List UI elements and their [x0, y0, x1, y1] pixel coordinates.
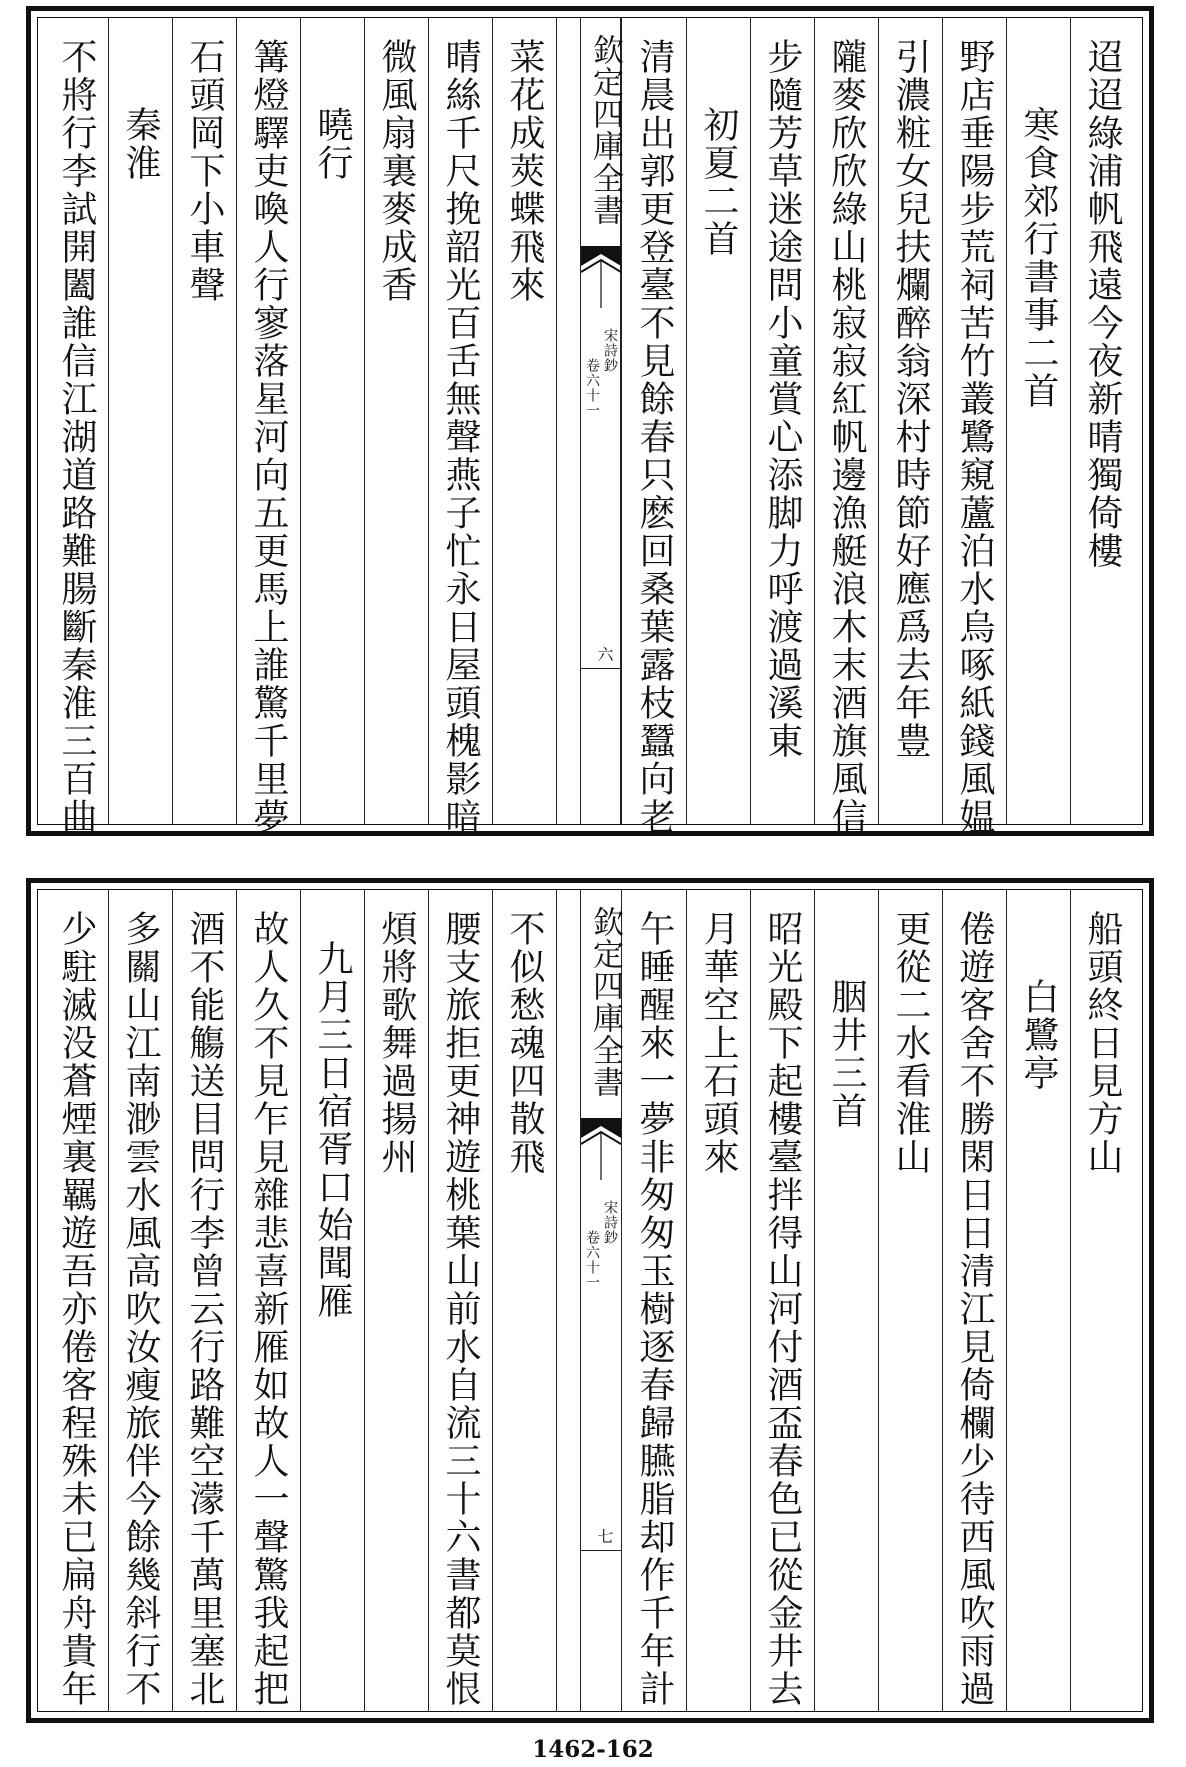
- poem-title: 胭井三首: [826, 978, 867, 1130]
- fold-rule: [581, 668, 621, 669]
- column-rule: [686, 890, 687, 1711]
- text-column: 更從二水看淮山: [890, 910, 931, 1176]
- column-rule: [686, 18, 687, 824]
- column-rule: [492, 18, 493, 824]
- text-column: 月華空上石頭來: [698, 910, 739, 1176]
- poem-title: 曉行: [312, 106, 353, 182]
- column-rule: [556, 890, 557, 1711]
- fold-page-number: 六: [595, 646, 614, 662]
- column-rule: [1006, 18, 1007, 824]
- text-column: 篝燈驛吏喚人行寥落星河向五更馬上誰驚千里夢: [248, 38, 289, 836]
- text-column: 酒不能觴送目問行李曾云行路難空濛千萬里塞北: [184, 910, 225, 1708]
- text-column: 不似愁魂四散飛: [504, 910, 545, 1176]
- fish-tail-mark-icon: [581, 246, 621, 308]
- top-page: [26, 6, 1154, 836]
- poem-title: 九月三日宿胥口始聞雁: [312, 940, 353, 1320]
- column-rule: [428, 18, 429, 824]
- poem-title: 白鷺亭: [1018, 978, 1059, 1092]
- top-page-frame: [37, 17, 1143, 836]
- column-rule: [1006, 890, 1007, 1711]
- column-rule: [236, 18, 237, 824]
- text-column: 引濃粧女兒扶爛醉翁深村時節好應爲去年豊: [890, 38, 931, 760]
- poem-title: 秦淮: [120, 106, 161, 182]
- fold-page-number: 七: [595, 1528, 614, 1544]
- fold-volume: 卷六十一: [584, 1230, 600, 1290]
- fold-book-title: 欽定四庫全書: [587, 34, 623, 226]
- text-column: 倦遊客舍不勝閑日日清江見倚欄少待西風吹雨過: [954, 910, 995, 1708]
- text-column: 迢迢綠浦帆飛遠今夜新晴獨倚樓: [1082, 38, 1123, 570]
- column-rule: [236, 890, 237, 1711]
- column-rule: [300, 890, 301, 1711]
- column-rule: [300, 18, 301, 824]
- text-column: 晴絲千尺挽韶光百舌無聲燕子忙永日屋頭槐影暗: [440, 38, 481, 836]
- text-column: 少駐滅没蒼煙裏羈遊吾亦倦客程殊未已扁舟貴年: [56, 910, 97, 1708]
- column-rule: [364, 18, 365, 824]
- text-column: 野店垂陽步荒祠苦竹叢鷺窺蘆泊水烏啄紙錢風媪: [954, 38, 995, 836]
- text-column: 菜花成莢蝶飛來: [504, 38, 545, 304]
- column-rule: [108, 18, 109, 824]
- column-rule: [750, 890, 751, 1711]
- text-column: 昭光殿下起樓臺拌得山河付酒盃春色已從金井去: [762, 910, 803, 1708]
- column-rule: [492, 890, 493, 1711]
- text-column: 步隨芳草迷途問小童賞心添脚力呼渡過溪東: [762, 38, 803, 760]
- text-column: 不將行李試開闔誰信江湖道路難腸斷秦淮三百曲: [56, 38, 97, 836]
- text-column: 清晨出郭更登臺不見餘春只麽回桑葉露枝蠶向老: [634, 38, 675, 836]
- column-rule: [814, 890, 815, 1711]
- column-rule: [1070, 890, 1071, 1711]
- poem-title: 初夏二首: [698, 106, 739, 258]
- column-rule: [172, 890, 173, 1711]
- fold-collection-name: 宋詩鈔: [602, 328, 618, 373]
- column-rule: [364, 890, 365, 1711]
- bottom-page: [26, 878, 1154, 1723]
- fold-volume: 卷六十一: [584, 358, 600, 418]
- fold-collection-name: 宋詩鈔: [602, 1200, 618, 1245]
- bottom-page-frame: [37, 889, 1143, 1712]
- column-rule: [172, 18, 173, 824]
- fish-tail-mark-icon: [581, 1118, 621, 1180]
- fold-book-title: 欽定四庫全書: [587, 906, 623, 1098]
- column-rule: [556, 18, 557, 824]
- text-column: 船頭終日見方山: [1082, 910, 1123, 1176]
- poem-title: 寒食郊行書事二首: [1018, 106, 1059, 410]
- text-column: 腰支旅拒更神遊桃葉山前水自流三十六書都莫恨: [440, 910, 481, 1708]
- fold-rule: [581, 1550, 621, 1551]
- column-rule: [942, 890, 943, 1711]
- center-fold: [580, 890, 622, 1711]
- column-rule: [108, 890, 109, 1711]
- column-rule: [814, 18, 815, 824]
- text-column: 石頭岡下小車聲: [184, 38, 225, 304]
- text-column: 隴麥欣欣綠山桃寂寂紅帆邊漁艇浪木末酒旗風信: [826, 38, 867, 836]
- column-rule: [942, 18, 943, 824]
- text-column: 煩將歌舞過揚州: [376, 910, 417, 1176]
- text-column: 午睡醒來一夢非匆匆玉樹逐春歸臙脂却作千年計: [634, 910, 675, 1708]
- column-rule: [750, 18, 751, 824]
- text-column: 微風扇裏麥成香: [376, 38, 417, 304]
- column-rule: [878, 18, 879, 824]
- text-column: 故人久不見乍見雜悲喜新雁如故人一聲驚我起把: [248, 910, 289, 1708]
- column-rule: [878, 890, 879, 1711]
- column-rule: [428, 890, 429, 1711]
- column-rule: [1070, 18, 1071, 824]
- page-identifier: 1462-162: [532, 1736, 654, 1763]
- text-column: 多關山江南渺雲水風高吹汝瘦旅伴今餘幾斜行不: [120, 910, 161, 1708]
- center-fold: [580, 18, 622, 824]
